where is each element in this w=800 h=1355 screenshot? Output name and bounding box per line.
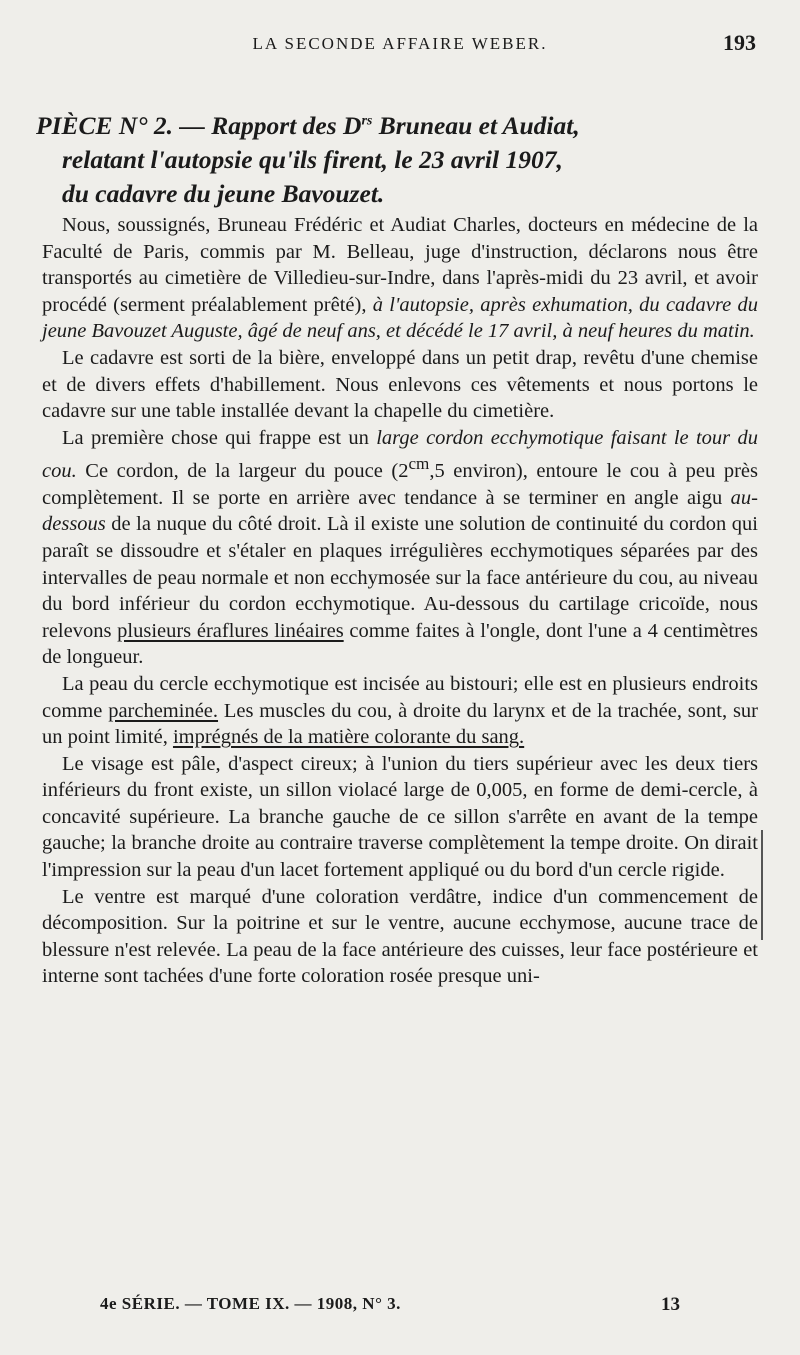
paragraph-4 — [42, 671, 758, 751]
series-info: 4e SÉRIE. — TOME IX. — 1908, N° 3. — [100, 1294, 401, 1313]
paragraph-5: Le visage est pâle, d'aspect cireux; à l'union du tiers supérieur avec les deux tiers inférieurs du front existe, un sillon violacé large de 0,005, en forme de demi-cercle, à concavité supérieure. La branche gauche de ce sillon s'arrête en avant de la tempe gauche; la branche droite au contraire traverse complètement la tempe droite. On dirait l'impression sur la peau d'un lacet fortement appliqué ou du bord d'un cercle rigide. — [42, 752, 758, 882]
running-title: LA SECONDE AFFAIRE WEBER. — [252, 34, 548, 53]
paragraph-3-text-c: ,5 environ), entoure le cou à peu près complètement. Il se porte en arrière avec tendance à se terminer en angle aigu — [42, 460, 758, 509]
report-body — [42, 212, 758, 990]
paragraph-3-underlined: plusieurs éraflures linéaires — [117, 619, 344, 642]
margin-annotation-line — [758, 830, 763, 940]
piece-title — [36, 104, 760, 211]
paragraph-3-text-e: comme faites à l'ongle, dont l'une a 4 centimètres de longueur. — [42, 619, 758, 669]
title-line-1-pre: PIÈCE N° 2. — Rapport des D — [36, 110, 362, 140]
paragraph-2: Le cadavre est sorti de la bière, enveloppé dans un petit drap, revêtu d'une chemise et de divers effets d'habillement. Nous enlevons ces vêtements et nous portons le cadavre sur une table installée devant la chapelle du cimetière. — [42, 346, 758, 423]
page-header — [40, 28, 760, 68]
paragraph-4-underlined-a: parcheminée. — [108, 699, 219, 722]
paragraph-6: Le ventre est marqué d'une coloration verdâtre, indice d'un commencement de décomposition. Sur la poitrine et sur le ventre, aucune ecchymose, aucune trace de blessure n'est relevée. La peau de la face antérieure des cuisses, leur face postérieure et interne sont tachées d'une forte coloration rosée presque uni- — [42, 885, 758, 988]
paragraph-1 — [42, 212, 758, 345]
title-line-1-post: Bruneau et Audiat, — [372, 110, 580, 140]
title-line-2: relatant l'autopsie qu'ils firent, le 23 avril 1907, — [62, 144, 563, 174]
title-line-1 — [36, 111, 580, 140]
page-number: 193 — [723, 30, 756, 55]
paragraph-3-italic-a: large cordon ecchymotique faisant le tour du cou. — [42, 426, 758, 483]
paragraph-4-text-a: La peau du cercle ecchymotique est incisée au bistouri; elle est en plusieurs endroits comme — [42, 672, 758, 722]
paragraph-3-text-b: Ce cordon, de la largeur du pouce (2 — [76, 460, 409, 483]
title-line-3: du cadavre du jeune Bavouzet. — [62, 178, 385, 208]
paragraph-4-text-b: Les muscles du cou, à droite du larynx et de la trachée, sont, sur un point limité, — [42, 699, 758, 749]
page-footer — [100, 1294, 680, 1324]
paragraph-3-text-d: de la nuque du côté droit. Là il existe une solution de continuité du cordon qui paraît se dissoudre et s'étaler en plaques irrégulières ecchymotiques séparées par des intervalles de peau normale et non ecchymosée sur la face antérieure du cou, au niveau du bord inférieur du cordon ecchymotique. Au-dessous du cartilage cricoïde, nous relevons — [42, 513, 758, 642]
paragraph-3-superscript: cm — [408, 454, 430, 474]
paragraph-1-italic: à l'autopsie, après exhumation, du cadavre du jeune Bavouzet Auguste, âgé de neuf ans, et décédé le 17 avril, à neuf heures du matin. — [42, 293, 758, 343]
paragraph-1-text: Nous, soussignés, Bruneau Frédéric et Audiat Charles, docteurs en médecine de la Faculté de Paris, commis par M. Belleau, juge d'instruction, déclarons nous être transportés au cimetière de Villedieu-sur-Indre, dans l'après-midi du 23 avril, et avoir procédé (serment préalablement prêté), — [42, 214, 758, 316]
title-superscript: rs — [361, 113, 373, 128]
paragraph-3-text-a: La première chose qui frappe est un — [62, 426, 377, 449]
paragraph-3 — [42, 425, 758, 671]
paragraph-4-underlined-b: imprégnés de la matière colorante du sang. — [172, 726, 525, 749]
paragraph-3-italic-b: au-dessous — [42, 486, 758, 536]
signature-mark: 13 — [661, 1294, 680, 1315]
